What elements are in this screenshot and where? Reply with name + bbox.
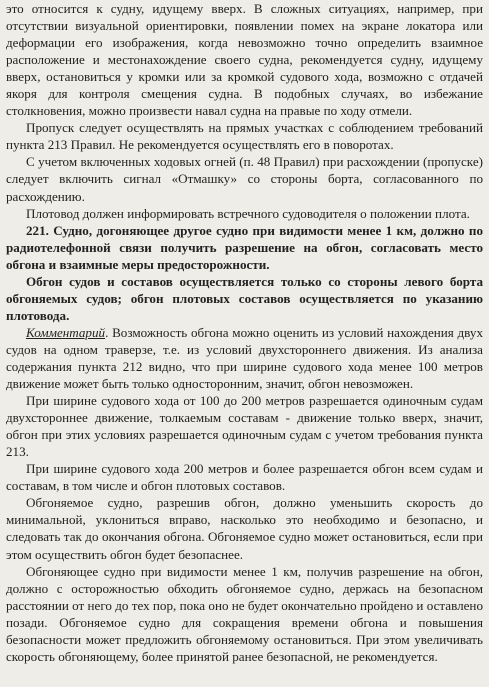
commentary-label: Комментарий	[26, 324, 106, 340]
commentary-text: . Возможность обгона можно оценить из условий нахождения двух судов на одном траверзе, т.е. из условий двухстороннего движения. Из анализа содержания пункта 212 видно, что при ширине судового хода менее 100 метров движение может быть только односторонним, значит, обгон невозможен.	[6, 324, 483, 392]
paragraph-3: С учетом включенных ходовых огней (п. 48 Правил) при расхождении (пропуске) следует включить сигнал «Отмашку» со стороны борта, согласованного по расхождению.	[6, 154, 483, 204]
paragraph-7: Обгоняемое судно, разрешив обгон, должно уменьшить скорость до минимальной, уклониться вправо, насколько это необходимо и безопасно, и следовать так до окончания обгона. Обгоняемое судно может остановиться, если при этом осуществить обгон будет безопаснее.	[6, 495, 483, 562]
paragraph-8: Обгоняющее судно при видимости менее 1 км, получив разрешение на обгон, должно с осторожностью обходить обгоняемое судно, держась на безопасном расстоянии от него до тех пор, пока оно не будет окончательно пройдено и оставлено позади. Обгоняемое судно для сокращения времени обгона и повышения безопасности может предложить обгоняемому остановиться. При этом увеличивать скорость обгоняющему, более принятой ранее безопасной, не рекомендуется.	[6, 563, 483, 664]
rule-221-continued: Обгон судов и составов осуществляется только со стороны левого борта обгоняемых судов; обгон плотовых составов осуществляется по указанию плотовода.	[6, 273, 483, 323]
rule-text: Судно, догоняющее другое судно при видимости менее 1 км, должно по радиотелефонной связи получить разрешение на обгон, согласовать место обгона и взаимные меры предосторожности.	[6, 222, 483, 272]
rule-221	[6, 222, 483, 273]
paragraph-5: При ширине судового хода от 100 до 200 метров разрешается одиночным судам двухстороннее движение, толкаемым составам - движение только вверх, значит, обгон при этих условиях разрешается одиночным судам с учетом требования пункта 213.	[6, 393, 483, 460]
commentary-paragraph	[6, 324, 483, 392]
paragraph-4: Плотовод должен информировать встречного судоводителя о положении плота.	[26, 205, 470, 221]
paragraph-1: это относится к судну, идущему вверх. В сложных ситуациях, например, при отсутствии визуальной ориентировки, появлении помех на экране локатора или деформации его изображения, когда невозможно точно определить взаимное расположение и местонахождение своего судна, рекомендуется судну, идущему вверх, остановиться у кромки или за кромкой судового хода, возможно с отдачей якоря для контроля смещения судна. В подобных случаях, во избежание столкновения, можно произвести навал судна на правые по ходу отмели.	[6, 1, 483, 119]
paragraph-2: Пропуск следует осуществлять на прямых участках с соблюдением требований пункта 213 Правил. Не рекомендуется осуществлять его в поворотах.	[6, 120, 483, 153]
rule-number: 221.	[26, 222, 49, 238]
paragraph-6: При ширине судового хода 200 метров и более разрешается обгон всем судам и составам, в том числе и обгон плотовых составов.	[6, 461, 483, 494]
